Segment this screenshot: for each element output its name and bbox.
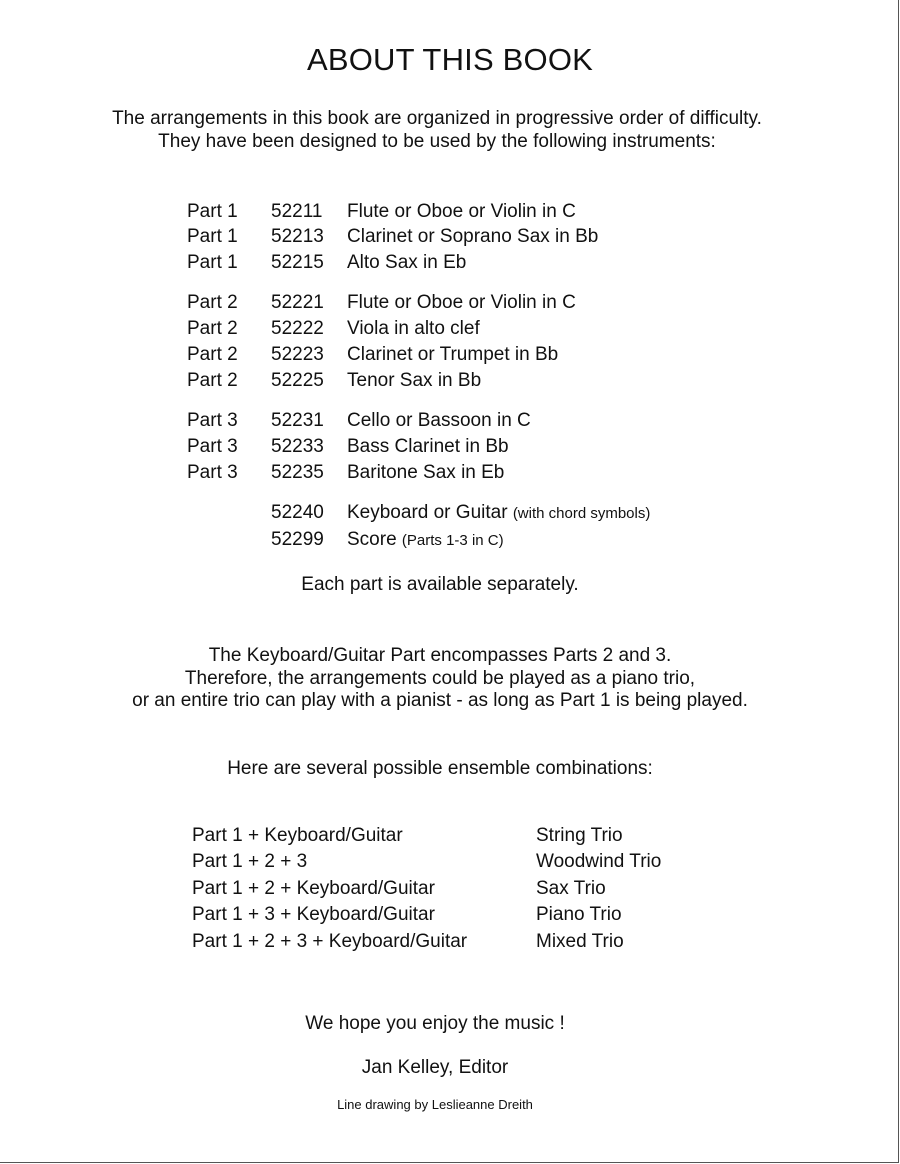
combination-type: Woodwind Trio <box>536 851 662 872</box>
closing-message: We hope you enjoy the music ! <box>305 1013 565 1034</box>
instrument-note: (Parts 1-3 in C) <box>401 532 504 549</box>
instrument-name: Flute or Oboe or Violin in C <box>347 292 576 313</box>
part-instrument <box>347 408 531 434</box>
part-instrument <box>347 290 576 316</box>
part-instrument <box>347 460 504 486</box>
combination-parts: Part 1 + 3 + Keyboard/Guitar <box>192 904 435 925</box>
intro-paragraph <box>0 108 874 153</box>
combinations-intro: Here are several possible ensemble combinations: <box>227 758 653 779</box>
part-instrument <box>347 342 558 368</box>
part-number: 52221 <box>271 292 324 313</box>
part-label: Part 3 <box>187 410 238 431</box>
part-number: 52211 <box>271 201 323 222</box>
instrument-name: Flute or Oboe or Violin in C <box>347 201 576 222</box>
instrument-name: Clarinet or Soprano Sax in Bb <box>347 226 599 247</box>
availability-note: Each part is available separately. <box>301 574 579 595</box>
instrument-name: Keyboard or Guitar <box>347 502 508 523</box>
part-number: 52231 <box>271 410 324 431</box>
instrument-name: Alto Sax in Eb <box>347 252 467 273</box>
part-number: 52233 <box>271 436 324 457</box>
combination-parts: Part 1 + Keyboard/Guitar <box>192 825 403 846</box>
instrument-note: (with chord symbols) <box>512 505 651 522</box>
part-instrument <box>347 368 481 394</box>
part-label: Part 2 <box>187 292 238 313</box>
keyboard-info-line: The Keyboard/Guitar Part encompasses Parts 2 and 3. <box>208 645 672 666</box>
keyboard-info-line: or an entire trio can play with a pianist - as long as Part 1 is being played. <box>132 690 748 711</box>
combination-type: String Trio <box>536 825 623 846</box>
intro-line: The arrangements in this book are organized in progressive order of difficulty. <box>112 108 762 129</box>
part-label: Part 1 <box>187 201 238 222</box>
part-number: 52223 <box>271 344 324 365</box>
instrument-name: Viola in alto clef <box>347 318 480 339</box>
part-instrument <box>347 250 466 276</box>
part-number: 52299 <box>271 529 324 550</box>
illustration-credit: Line drawing by Leslieanne Dreith <box>337 1097 533 1112</box>
combination-parts: Part 1 + 2 + Keyboard/Guitar <box>192 878 435 899</box>
editor-signature: Jan Kelley, Editor <box>361 1057 509 1078</box>
part-label: Part 1 <box>187 226 238 247</box>
part-number: 52222 <box>271 318 324 339</box>
combination-type: Mixed Trio <box>536 931 624 952</box>
combination-parts: Part 1 + 2 + 3 <box>192 851 308 872</box>
part-number: 52215 <box>271 252 324 273</box>
part-instrument <box>347 527 504 554</box>
combination-parts: Part 1 + 2 + 3 + Keyboard/Guitar <box>192 931 468 952</box>
part-label: Part 2 <box>187 344 238 365</box>
instrument-name: Tenor Sax in Bb <box>347 370 482 391</box>
part-number: 52235 <box>271 462 324 483</box>
intro-line: They have been designed to be used by the following instruments: <box>158 130 716 152</box>
part-instrument <box>347 434 509 460</box>
instrument-name: Bass Clarinet in Bb <box>347 436 509 457</box>
part-label: Part 2 <box>187 318 238 339</box>
part-instrument <box>347 316 480 342</box>
keyboard-info-line: Therefore, the arrangements could be played as a piano trio, <box>184 667 696 689</box>
keyboard-info <box>0 645 880 713</box>
instrument-name: Clarinet or Trumpet in Bb <box>347 344 559 365</box>
combination-type: Sax Trio <box>536 878 606 899</box>
part-instrument <box>347 224 598 250</box>
part-label: Part 1 <box>187 252 238 273</box>
part-label: Part 3 <box>187 462 238 483</box>
part-label: Part 2 <box>187 370 238 391</box>
page-title: ABOUT THIS BOOK <box>306 42 594 77</box>
part-number: 52240 <box>271 502 324 523</box>
part-number: 52225 <box>271 370 324 391</box>
part-label: Part 3 <box>187 436 238 457</box>
instrument-name: Baritone Sax in Eb <box>347 462 505 483</box>
part-instrument <box>347 199 576 225</box>
part-instrument <box>347 500 650 527</box>
combination-type: Piano Trio <box>536 904 622 925</box>
part-number: 52213 <box>271 226 324 247</box>
instrument-name: Cello or Bassoon in C <box>347 410 531 431</box>
instrument-name: Score <box>347 529 397 550</box>
